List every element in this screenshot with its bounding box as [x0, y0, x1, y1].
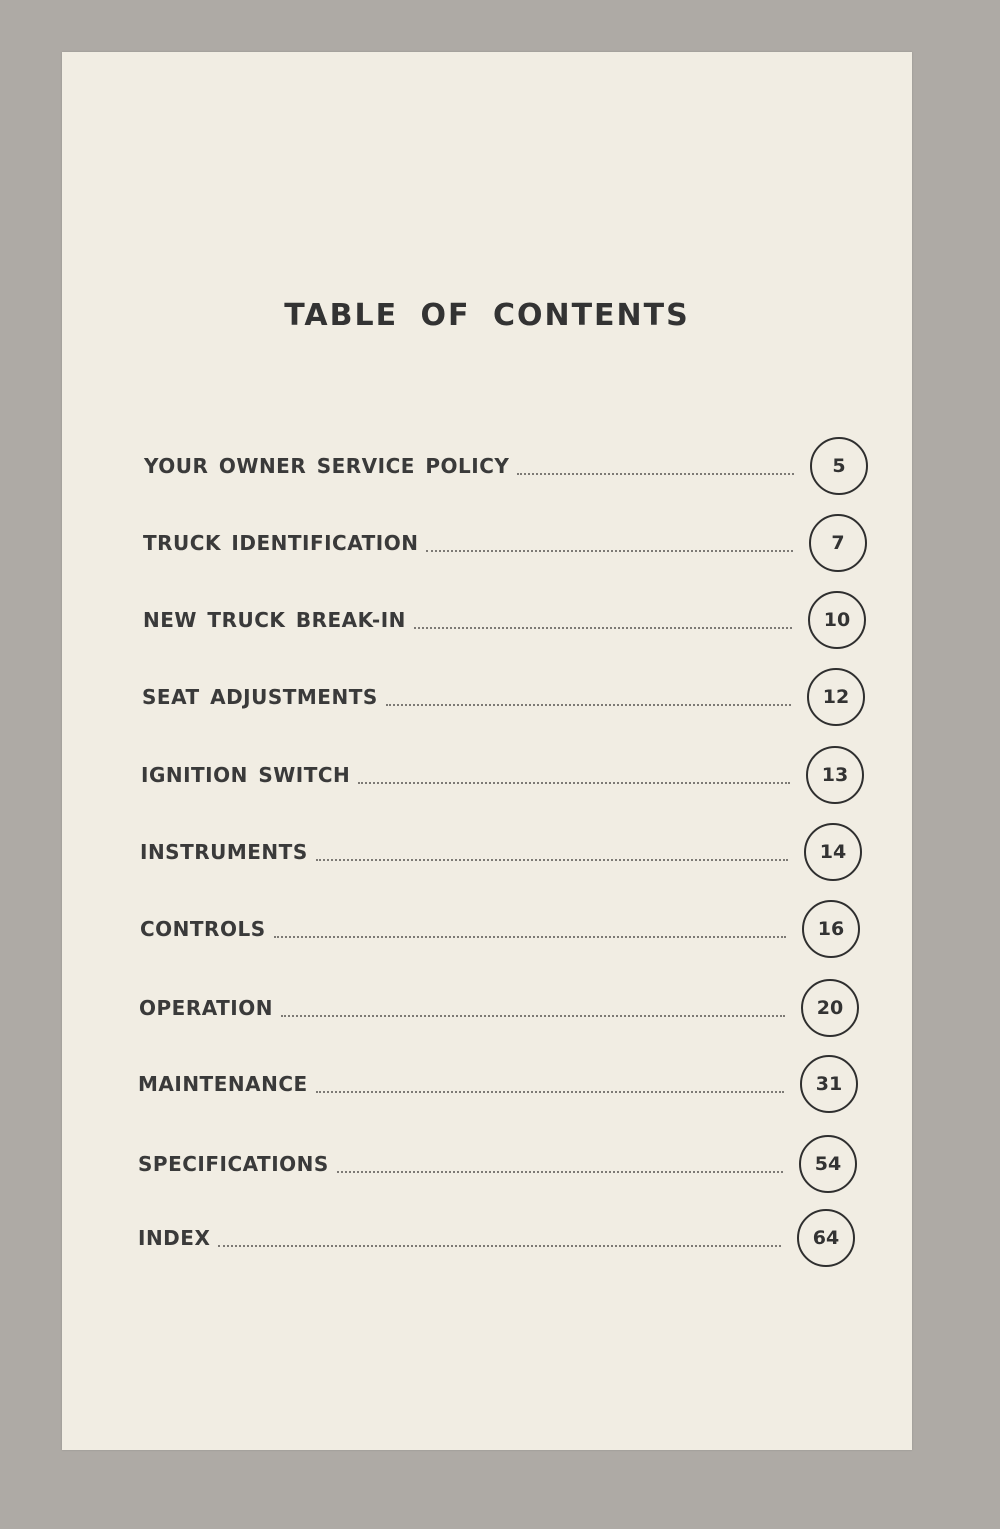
- toc-entry-label: INSTRUMENTS: [140, 840, 308, 864]
- dot-leader: [281, 1015, 785, 1017]
- page-number-badge: 12: [807, 668, 865, 726]
- toc-entry-operation: [139, 977, 859, 1039]
- page-number-badge: 10: [808, 591, 866, 649]
- toc-entry-maintenance: [138, 1053, 858, 1115]
- toc-entry-index: [138, 1207, 855, 1269]
- page-number-badge: 7: [809, 514, 867, 572]
- dot-leader: [414, 627, 792, 629]
- toc-entry-ignition-switch: [141, 744, 864, 806]
- page-number-badge: 64: [797, 1209, 855, 1267]
- toc-entry-label: SEAT ADJUSTMENTS: [142, 685, 378, 709]
- toc-entry-label: MAINTENANCE: [138, 1072, 308, 1096]
- toc-entry-specifications: [138, 1133, 857, 1195]
- toc-entry-controls: [140, 898, 860, 960]
- page-number-badge: 13: [806, 746, 864, 804]
- toc-entry-label: IGNITION SWITCH: [141, 763, 351, 787]
- toc-entry-label: INDEX: [138, 1226, 211, 1250]
- toc-entry-label: OPERATION: [139, 996, 273, 1020]
- toc-entry-truck-identification: [143, 512, 867, 574]
- page-number-badge: 20: [801, 979, 859, 1037]
- dot-leader: [358, 782, 790, 784]
- dot-leader: [316, 859, 788, 861]
- dot-leader: [517, 473, 794, 475]
- toc-entry-label: NEW TRUCK BREAK-IN: [143, 608, 406, 632]
- document-page: [62, 52, 912, 1450]
- toc-entry-label: CONTROLS: [140, 917, 266, 941]
- dot-leader: [386, 704, 791, 706]
- toc-entry-owner-service-policy: [144, 435, 868, 497]
- toc-entry-label: YOUR OWNER SERVICE POLICY: [144, 454, 510, 478]
- dot-leader: [316, 1091, 784, 1093]
- page-number-badge: 31: [800, 1055, 858, 1113]
- page-number-badge: 5: [810, 437, 868, 495]
- toc-entry-label: SPECIFICATIONS: [138, 1152, 329, 1176]
- toc-entry-new-truck-break-in: [143, 589, 866, 651]
- table-of-contents: [62, 52, 912, 1450]
- page-number-badge: 54: [799, 1135, 857, 1193]
- dot-leader: [218, 1245, 781, 1247]
- dot-leader: [337, 1171, 783, 1173]
- page-title: TABLE OF CONTENTS: [284, 298, 690, 333]
- dot-leader: [274, 936, 786, 938]
- toc-entry-label: TRUCK IDENTIFICATION: [143, 531, 419, 555]
- page-number-badge: 16: [802, 900, 860, 958]
- toc-entry-instruments: [140, 821, 862, 883]
- page-number-badge: 14: [804, 823, 862, 881]
- toc-entry-seat-adjustments: [142, 666, 865, 728]
- dot-leader: [426, 550, 793, 552]
